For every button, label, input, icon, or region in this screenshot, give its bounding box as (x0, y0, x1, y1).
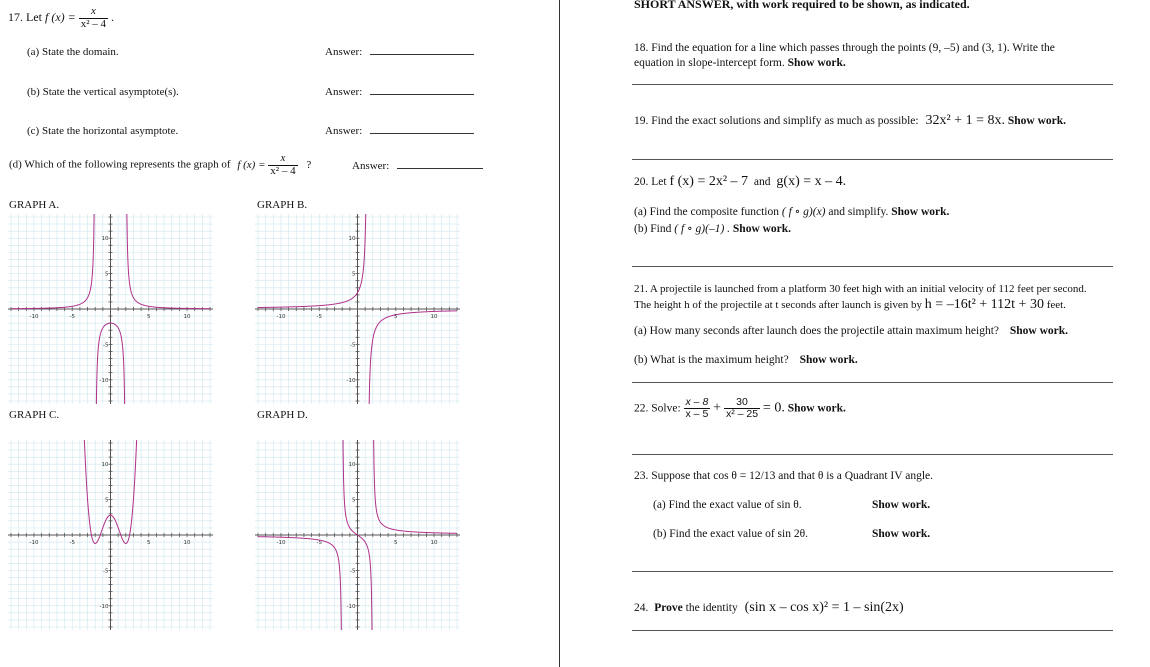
y-tick-label: -5 (350, 568, 356, 575)
y-tick-label: 5 (352, 497, 356, 504)
x-tick-label: 10 (183, 540, 191, 546)
q17d-question: (d) Which of the following represents the graph of (9, 158, 231, 171)
y-tick-label: 5 (105, 271, 109, 278)
q22-f1-denominator: x – 5 (685, 408, 709, 421)
answer-blank-b[interactable] (370, 93, 474, 95)
q17d-fraction (268, 153, 297, 177)
q22-fraction-1 (684, 397, 711, 420)
q17c-text: (c) State the horizontal asymptote. (27, 125, 179, 137)
q17d-fx: f (x) = (237, 158, 266, 171)
q17-fx: f (x) = (45, 9, 76, 24)
q18-show-work: Show work. (787, 57, 846, 69)
q24 (634, 600, 904, 616)
x-tick-label: -5 (316, 314, 322, 320)
answer-rule-21 (632, 382, 1113, 383)
q20a-text: (a) Find the composite function (634, 206, 779, 218)
q17b-text: (b) State the vertical asymptote(s). (27, 86, 179, 98)
y-tick-label: -5 (103, 568, 109, 575)
q19-show-work: Show work. (1007, 115, 1067, 127)
graph-b (255, 214, 460, 404)
graph-a-plot (8, 214, 213, 404)
answer-rule-23 (632, 571, 1113, 572)
x-tick-label: 10 (183, 314, 191, 320)
q21a-show-work: Show work. (1009, 325, 1069, 337)
y-tick-label: -10 (99, 377, 109, 384)
q19-text: 19. Find the exact solutions and simplify as much as possible: (634, 115, 919, 127)
q17d-qmark: ? (306, 158, 312, 171)
q23a-show-work: Show work. (872, 499, 931, 511)
curve-segment (368, 311, 457, 404)
graph-a-label: GRAPH A. (9, 199, 60, 211)
q17d-numerator: x (268, 153, 297, 166)
q23b-text: (b) Find the exact value of sin 2θ. (653, 528, 808, 540)
y-tick-label: 10 (101, 236, 109, 243)
curve-segment (11, 214, 95, 309)
x-tick-label: -5 (316, 540, 322, 546)
answer-label: Answer: (325, 86, 363, 98)
q18-line2-wrap (634, 56, 1055, 71)
graph-d-label: GRAPH D. (257, 409, 308, 421)
x-tick-label: 5 (394, 314, 398, 320)
q23a-text: (a) Find the exact value of sin θ. (653, 499, 802, 511)
q17-period: . (111, 9, 115, 24)
q20-stem (634, 174, 846, 190)
q22-f2-numerator: 30 (724, 397, 760, 409)
q19-equation: 32x² + 1 = 8x. (925, 113, 1005, 128)
section-header: SHORT ANSWER, with work required to be shown, as indicated. (634, 0, 970, 11)
q17d-answer (352, 160, 483, 172)
graph-d-plot (255, 440, 460, 630)
q21-line1: 21. A projectile is launched from a platform 30 feet high with an initial velocity of 112 feet per second. (634, 283, 1087, 295)
x-tick-label: -10 (276, 540, 286, 546)
q22-plus: + (713, 400, 722, 416)
q22-text: 22. Solve: (634, 402, 681, 415)
y-tick-label: -10 (99, 603, 109, 610)
q24-text: the identity (685, 602, 738, 614)
q20b (634, 221, 791, 235)
q17c-answer (325, 125, 474, 137)
x-tick-label: -10 (29, 314, 39, 320)
q17-stem (8, 6, 114, 30)
graph-c-label: GRAPH C. (9, 409, 60, 421)
y-tick-label: -5 (350, 342, 356, 349)
q21-line2b: feet. (1046, 299, 1066, 311)
q23b-show-work: Show work. (872, 528, 931, 540)
q22-f2-denominator: x² – 25 (725, 408, 759, 421)
x-tick-label: 5 (147, 540, 151, 546)
answer-blank-c[interactable] (370, 132, 474, 134)
q21a (634, 325, 1068, 337)
q20-text: 20. Let (634, 176, 667, 188)
q22 (634, 397, 846, 420)
y-tick-label: -10 (346, 377, 356, 384)
y-tick-label: -10 (346, 603, 356, 610)
q22-show-work: Show work. (787, 402, 846, 415)
q20a-tail: and simplify. (828, 206, 889, 218)
q17-numerator: x (79, 6, 108, 19)
graph-a (8, 214, 213, 404)
x-tick-label: -10 (276, 314, 286, 320)
q18-line2: equation in slope-intercept form. (634, 57, 785, 69)
graph-c (8, 440, 213, 630)
q20b-expr: ( f ∘ g)(–1) . (674, 223, 731, 235)
x-tick-label: -5 (69, 314, 75, 320)
graph-b-plot (255, 214, 460, 404)
q17a-text: (a) State the domain. (27, 46, 119, 58)
q18 (634, 41, 1055, 71)
q21b-text: (b) What is the maximum height? (634, 354, 789, 366)
answer-label: Answer: (352, 160, 390, 172)
q20-and: and (753, 176, 771, 188)
answer-rule-18 (632, 84, 1113, 85)
q18-line1: 18. Find the equation for a line which passes through the points (9, –5) and (3, 1). Write the (634, 42, 1055, 54)
q21a-text: (a) How many seconds after launch does the projectile attain maximum height? (634, 325, 1000, 337)
x-tick-label: 5 (147, 314, 151, 320)
q24-num: 24. (634, 602, 649, 614)
q20-f: f (x) = 2x² – 7 (669, 174, 749, 189)
curve-segment (126, 214, 210, 309)
q17b-answer (325, 86, 474, 98)
q21-equation: h = –16t² + 112t + 30 (924, 297, 1044, 312)
q17-label: 17. Let (8, 9, 42, 24)
q20b-show-work: Show work. (732, 223, 792, 235)
answer-blank-d[interactable] (397, 167, 483, 169)
y-tick-label: 10 (348, 462, 356, 469)
q20a (634, 204, 949, 218)
q23-text: 23. Suppose that cos θ = 12/13 and that θ is a Quadrant IV angle. (634, 470, 933, 482)
x-tick-label: -5 (69, 540, 75, 546)
answer-rule-19 (632, 159, 1113, 160)
q20-g: g(x) = x – 4. (776, 174, 847, 189)
answer-label: Answer: (325, 46, 363, 58)
q17d-text (9, 153, 311, 177)
x-tick-label: -10 (29, 540, 39, 546)
x-tick-label: 10 (430, 314, 438, 320)
q21-line2a: The height h of the projectile at t seconds after launch is given by (634, 299, 923, 311)
q17a-answer (325, 46, 474, 58)
x-tick-label: 5 (394, 540, 398, 546)
y-tick-label: -5 (103, 342, 109, 349)
q22-equals: = 0. (762, 400, 785, 416)
answer-rule-20 (632, 266, 1113, 267)
graph-d (255, 440, 460, 630)
q21-line2 (634, 297, 1087, 313)
answer-label: Answer: (325, 125, 363, 137)
y-tick-label: 5 (352, 271, 356, 278)
x-tick-label: 10 (430, 540, 438, 546)
graph-b-label: GRAPH B. (257, 199, 308, 211)
q22-fraction-2 (724, 397, 760, 420)
curve-segment (258, 537, 342, 630)
q22-f1-numerator: x – 8 (685, 396, 709, 408)
curve-segment (258, 214, 367, 308)
q17-denominator: x² – 4 (80, 17, 107, 30)
q24-equation: (sin x – cos x)² = 1 – sin(2x) (744, 600, 904, 615)
q21b-show-work: Show work. (799, 354, 858, 366)
q20a-expr: ( f ∘ g)(x) (781, 206, 826, 218)
column-divider (559, 0, 560, 667)
q21b (634, 354, 858, 366)
y-tick-label: 10 (101, 462, 109, 469)
q24-prove: Prove (654, 602, 683, 614)
q17d-denominator: x² – 4 (270, 164, 296, 177)
answer-blank-a[interactable] (370, 53, 474, 55)
q20b-text: (b) Find (634, 223, 672, 235)
graph-c-plot (8, 440, 213, 630)
answer-rule-22 (632, 454, 1113, 455)
q20a-show-work: Show work. (891, 206, 950, 218)
y-tick-label: 10 (348, 236, 356, 243)
y-tick-label: 5 (105, 497, 109, 504)
q21 (634, 281, 1087, 313)
answer-rule-24 (632, 630, 1113, 631)
q19 (634, 113, 1066, 129)
q17-fraction (79, 6, 108, 30)
curve-segment (373, 440, 457, 533)
